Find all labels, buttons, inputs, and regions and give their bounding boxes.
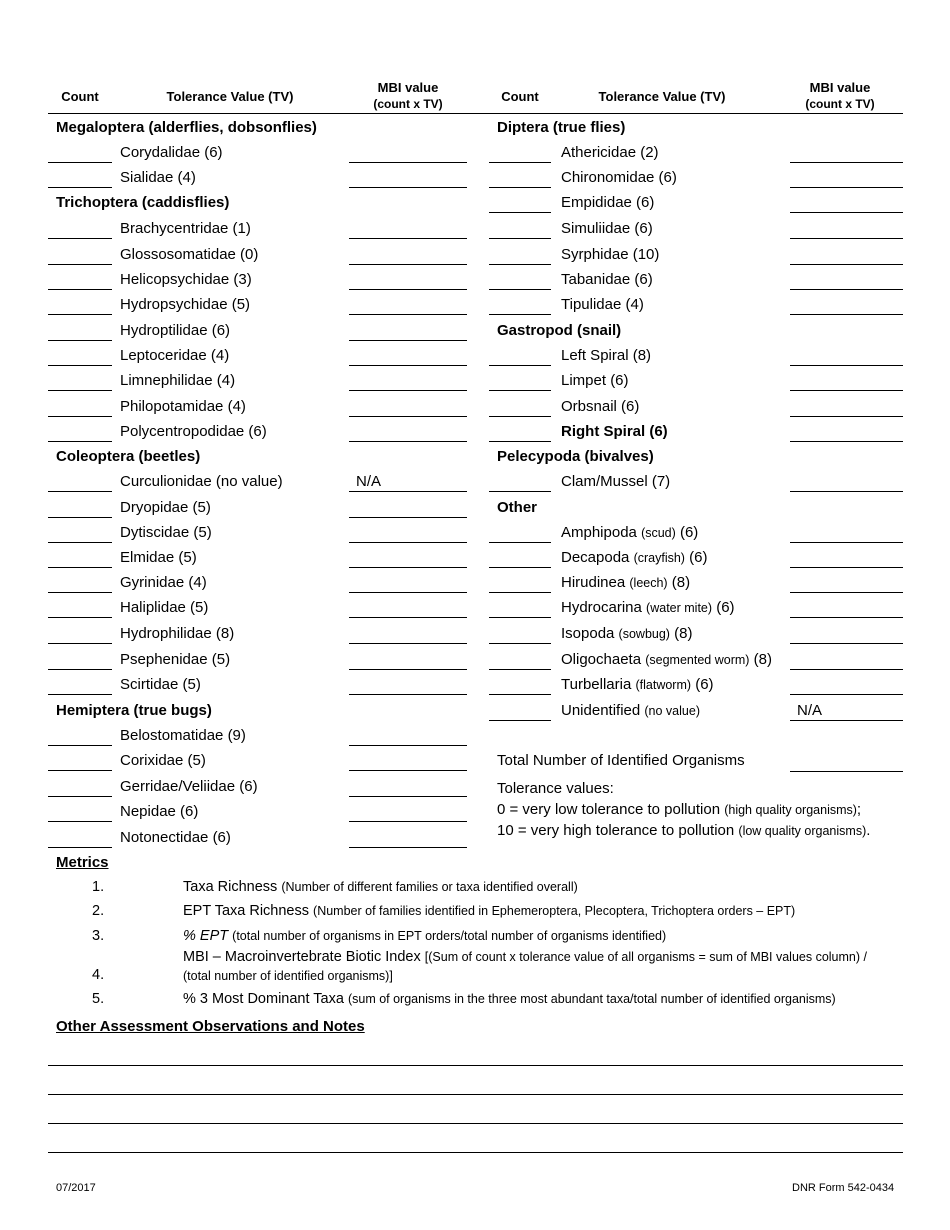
mbi-field[interactable] [790, 264, 903, 265]
mbi-field[interactable] [349, 314, 467, 315]
count-field[interactable] [48, 340, 112, 341]
count-field[interactable] [48, 491, 112, 492]
mbi-field[interactable] [349, 390, 467, 391]
mbi-field[interactable] [349, 517, 467, 518]
metric-text: EPT Taxa Richness (Number of families identified in Ephemeroptera, Plecoptera, Trichoptera orders – EPT) [183, 903, 796, 919]
notes-line[interactable] [48, 1123, 903, 1124]
count-field[interactable] [48, 314, 112, 315]
mbi-field[interactable] [790, 390, 903, 391]
taxon-name: Unidentified (no value) [561, 702, 700, 719]
mbi-field[interactable] [790, 289, 903, 290]
mbi-field[interactable] [349, 491, 467, 492]
taxon-name: Empididae (6) [561, 194, 655, 211]
taxon-row [48, 321, 468, 346]
mbi-field[interactable] [349, 643, 467, 644]
taxon-row [489, 422, 903, 447]
count-field[interactable] [489, 491, 551, 492]
mbi-field[interactable] [790, 617, 903, 618]
taxon-row [48, 573, 468, 598]
header-mbi-label: MBI value [809, 80, 871, 95]
header-mbi-right [780, 79, 900, 113]
metric-number: 5. [92, 991, 105, 1007]
count-field[interactable] [48, 745, 112, 746]
mbi-field[interactable] [349, 669, 467, 670]
count-field[interactable] [489, 314, 551, 315]
group-megaloptera: Megaloptera (alderflies, dobsonflies) [56, 119, 317, 136]
mbi-field[interactable] [349, 264, 467, 265]
taxon-row [48, 650, 468, 675]
tolerance-low: 0 = very low tolerance to pollution (high quality organisms); [497, 801, 862, 818]
taxon-name: Simuliidae (6) [561, 220, 653, 237]
count-field[interactable] [48, 238, 112, 239]
metric-item [56, 927, 906, 947]
header-mbi-left [348, 79, 468, 113]
count-field[interactable] [489, 720, 551, 721]
taxon-row [489, 295, 903, 320]
count-field[interactable] [489, 669, 551, 670]
taxon-row [489, 548, 903, 573]
count-field[interactable] [48, 542, 112, 543]
taxon-row [48, 726, 468, 751]
count-field[interactable] [48, 289, 112, 290]
group-diptera: Diptera (true flies) [497, 119, 626, 136]
taxon-row [48, 802, 468, 827]
mbi-field[interactable] [349, 238, 467, 239]
taxon-name: Decapoda (crayfish) (6) [561, 549, 708, 566]
count-field[interactable] [48, 517, 112, 518]
taxon-name: Helicopsychidae (3) [120, 271, 252, 288]
taxon-name: Glossosomatidae (0) [120, 246, 259, 263]
header-tv-left: Tolerance Value (TV) [166, 89, 294, 104]
count-field[interactable] [48, 365, 112, 366]
metric-number: 4. [92, 967, 105, 983]
metric-text: MBI – Macroinvertebrate Biotic Index [(Sum of count x tolerance value of all organisms = sum of MBI values column) / (total number of identified organisms)] [183, 949, 867, 983]
mbi-field[interactable] [790, 212, 903, 213]
taxon-name: Dytiscidae (5) [120, 524, 212, 541]
taxon-row [489, 701, 903, 726]
count-field[interactable] [489, 365, 551, 366]
count-field[interactable] [489, 567, 551, 568]
taxon-row [489, 245, 903, 270]
taxon-row [48, 245, 468, 270]
count-field[interactable] [489, 187, 551, 188]
taxon-name: Clam/Mussel (7) [561, 473, 671, 490]
taxon-name: Left Spiral (8) [561, 347, 652, 364]
taxon-name: Scirtidae (5) [120, 676, 201, 693]
mbi-field[interactable] [349, 162, 467, 163]
group-coleoptera: Coleoptera (beetles) [56, 448, 201, 465]
mbi-field[interactable] [790, 365, 903, 366]
taxon-row [48, 675, 468, 700]
taxon-name: Hirudinea (leech) (8) [561, 574, 691, 591]
mbi-field[interactable] [349, 694, 467, 695]
count-field[interactable] [489, 390, 551, 391]
taxon-row [48, 270, 468, 295]
taxon-row [489, 573, 903, 598]
metrics-title: Metrics [56, 854, 109, 871]
taxon-row [48, 219, 468, 244]
taxon-name: Syrphidae (10) [561, 246, 660, 263]
count-field[interactable] [489, 264, 551, 265]
header-count-right: Count [501, 89, 539, 104]
header-mbi-label: MBI value [377, 80, 439, 95]
mbi-field[interactable] [790, 542, 903, 543]
count-field[interactable] [48, 643, 112, 644]
taxon-row [48, 548, 468, 573]
taxon-row [48, 371, 468, 396]
taxon-name: Chironomidae (6) [561, 169, 677, 186]
count-field[interactable] [489, 441, 551, 442]
metric-text: % 3 Most Dominant Taxa (sum of organisms in the three most abundant taxa/total number of identified organisms) [183, 991, 836, 1007]
mbi-field[interactable] [790, 694, 903, 695]
taxon-name: Philopotamidae (4) [120, 398, 246, 415]
taxon-row [489, 346, 903, 371]
taxon-row [48, 598, 468, 623]
taxon-name: Nepidae (6) [120, 803, 199, 820]
mbi-field[interactable] [790, 567, 903, 568]
taxon-row [48, 472, 468, 497]
count-field[interactable] [48, 187, 112, 188]
mbi-field[interactable] [349, 187, 467, 188]
mbi-field[interactable] [349, 340, 467, 341]
taxon-name: Hydrocarina (water mite) (6) [561, 599, 735, 616]
taxon-row [48, 346, 468, 371]
count-field[interactable] [48, 567, 112, 568]
taxon-name: Limpet (6) [561, 372, 629, 389]
metric-item [56, 990, 906, 1010]
mbi-field[interactable] [349, 365, 467, 366]
taxon-name: Sialidae (4) [120, 169, 196, 186]
mbi-field[interactable] [790, 669, 903, 670]
count-field[interactable] [489, 542, 551, 543]
metric-number: 2. [92, 903, 105, 919]
header-tv-right: Tolerance Value (TV) [598, 89, 726, 104]
taxon-row [489, 397, 903, 422]
metric-item [56, 902, 906, 922]
taxon-name: Leptoceridae (4) [120, 347, 230, 364]
taxon-name: Turbellaria (flatworm) (6) [561, 676, 714, 693]
mbi-field[interactable] [790, 592, 903, 593]
mbi-field[interactable] [349, 592, 467, 593]
mbi-field[interactable] [349, 770, 467, 771]
taxon-name: Gerridae/Veliidae (6) [120, 778, 258, 795]
metric-number: 1. [92, 879, 105, 895]
tolerance-high: 10 = very high tolerance to pollution (low quality organisms). [497, 822, 871, 839]
count-field[interactable] [489, 238, 551, 239]
count-field[interactable] [48, 162, 112, 163]
count-field[interactable] [489, 289, 551, 290]
taxon-name: Belostomatidae (9) [120, 727, 246, 744]
taxon-row [48, 143, 468, 168]
total-field[interactable] [790, 771, 903, 772]
taxon-name: Haliplidae (5) [120, 599, 209, 616]
taxon-row [48, 523, 468, 548]
footer-form-number: DNR Form 542-0434 [792, 1182, 895, 1194]
mbi-field[interactable] [790, 162, 903, 163]
count-field[interactable] [489, 617, 551, 618]
taxon-row [489, 219, 903, 244]
count-field[interactable] [489, 592, 551, 593]
taxon-row [489, 371, 903, 396]
metric-number: 3. [92, 928, 105, 944]
group-other: Other [497, 499, 538, 516]
taxon-name: Curculionidae (no value) [120, 473, 283, 490]
taxon-row [48, 295, 468, 320]
mbi-field[interactable] [790, 238, 903, 239]
taxon-name: Elmidae (5) [120, 549, 197, 566]
taxon-row [489, 193, 903, 218]
count-field[interactable] [48, 441, 112, 442]
header-rule [48, 113, 903, 114]
metric-item [56, 948, 906, 988]
mbi-field[interactable] [349, 542, 467, 543]
taxon-row [48, 422, 468, 447]
taxon-row [489, 143, 903, 168]
mbi-field[interactable] [349, 416, 467, 417]
notes-line[interactable] [48, 1065, 903, 1066]
taxon-row [489, 598, 903, 623]
group-gastropod: Gastropod (snail) [497, 322, 622, 339]
taxon-name: Dryopidae (5) [120, 499, 211, 516]
taxon-name: Corydalidae (6) [120, 144, 223, 161]
taxon-row [48, 624, 468, 649]
taxon-name: Right Spiral (6) [561, 423, 668, 440]
mbi-field[interactable] [790, 314, 903, 315]
taxon-name: Corixidae (5) [120, 752, 206, 769]
mbi-na: N/A [356, 473, 382, 490]
taxon-name: Hydrophilidae (8) [120, 625, 235, 642]
count-field[interactable] [48, 390, 112, 391]
taxon-row [48, 751, 468, 776]
count-field[interactable] [48, 770, 112, 771]
mbi-field[interactable] [790, 416, 903, 417]
count-field[interactable] [48, 821, 112, 822]
group-hemiptera: Hemiptera (true bugs) [56, 702, 212, 719]
taxon-row [489, 523, 903, 548]
taxon-row [489, 472, 903, 497]
count-field[interactable] [489, 694, 551, 695]
taxon-row [48, 777, 468, 802]
count-field[interactable] [489, 643, 551, 644]
taxon-row [48, 828, 468, 853]
taxon-name: Tabanidae (6) [561, 271, 653, 288]
notes-line[interactable] [48, 1094, 903, 1095]
count-field[interactable] [48, 669, 112, 670]
taxon-name: Oligochaeta (segmented worm) (8) [561, 651, 772, 668]
count-field[interactable] [48, 617, 112, 618]
taxon-row [489, 675, 903, 700]
taxon-name: Limnephilidae (4) [120, 372, 236, 389]
taxon-name: Polycentropodidae (6) [120, 423, 267, 440]
notes-line[interactable] [48, 1152, 903, 1153]
count-field[interactable] [489, 416, 551, 417]
taxon-name: Gyrinidae (4) [120, 574, 207, 591]
footer-date: 07/2017 [56, 1182, 96, 1194]
count-field[interactable] [48, 416, 112, 417]
count-field[interactable] [489, 162, 551, 163]
header-mbi-sub: (count x TV) [805, 97, 875, 111]
tolerance-title: Tolerance values: [497, 780, 614, 797]
mbi-field[interactable] [790, 441, 903, 442]
count-field[interactable] [48, 796, 112, 797]
taxon-name: Isopoda (sowbug) (8) [561, 625, 693, 642]
taxon-row [48, 397, 468, 422]
group-trichoptera: Trichoptera (caddisflies) [56, 194, 230, 211]
taxon-name: Psephenidae (5) [120, 651, 231, 668]
count-field[interactable] [489, 212, 551, 213]
taxon-row [48, 498, 468, 523]
mbi-field[interactable] [349, 847, 467, 848]
notes-title: Other Assessment Observations and Notes [56, 1018, 365, 1035]
taxon-row [489, 650, 903, 675]
mbi-field[interactable] [790, 643, 903, 644]
metric-text: Taxa Richness (Number of different families or taxa identified overall) [183, 879, 578, 895]
mbi-field[interactable] [790, 187, 903, 188]
metric-text: % EPT (total number of organisms in EPT orders/total number of organisms identified) [183, 928, 667, 944]
header-count-left: Count [61, 89, 99, 104]
mbi-field[interactable] [349, 796, 467, 797]
taxon-name: Brachycentridae (1) [120, 220, 251, 237]
header-mbi-sub: (count x TV) [373, 97, 443, 111]
taxon-row [489, 624, 903, 649]
count-field[interactable] [48, 264, 112, 265]
taxon-name: Athericidae (2) [561, 144, 659, 161]
mbi-field[interactable] [349, 617, 467, 618]
mbi-field[interactable] [349, 745, 467, 746]
mbi-field[interactable] [349, 567, 467, 568]
count-field[interactable] [48, 694, 112, 695]
taxon-name: Notonectidae (6) [120, 829, 231, 846]
mbi-field[interactable] [349, 821, 467, 822]
count-field[interactable] [48, 592, 112, 593]
taxon-name: Hydroptilidae (6) [120, 322, 231, 339]
metric-item [56, 878, 906, 898]
mbi-field[interactable] [349, 289, 467, 290]
mbi-field[interactable] [349, 441, 467, 442]
mbi-na: N/A [797, 702, 823, 719]
taxon-name: Tipulidae (4) [561, 296, 644, 313]
group-pelecypoda: Pelecypoda (bivalves) [497, 448, 654, 465]
taxon-row [48, 168, 468, 193]
count-field[interactable] [48, 847, 112, 848]
taxon-name: Hydropsychidae (5) [120, 296, 251, 313]
taxon-name: Orbsnail (6) [561, 398, 640, 415]
total-label: Total Number of Identified Organisms [497, 752, 745, 769]
taxon-row [489, 168, 903, 193]
mbi-field[interactable] [790, 491, 903, 492]
taxon-row [489, 270, 903, 295]
taxon-name: Amphipoda (scud) (6) [561, 524, 699, 541]
mbi-field[interactable] [790, 720, 903, 721]
